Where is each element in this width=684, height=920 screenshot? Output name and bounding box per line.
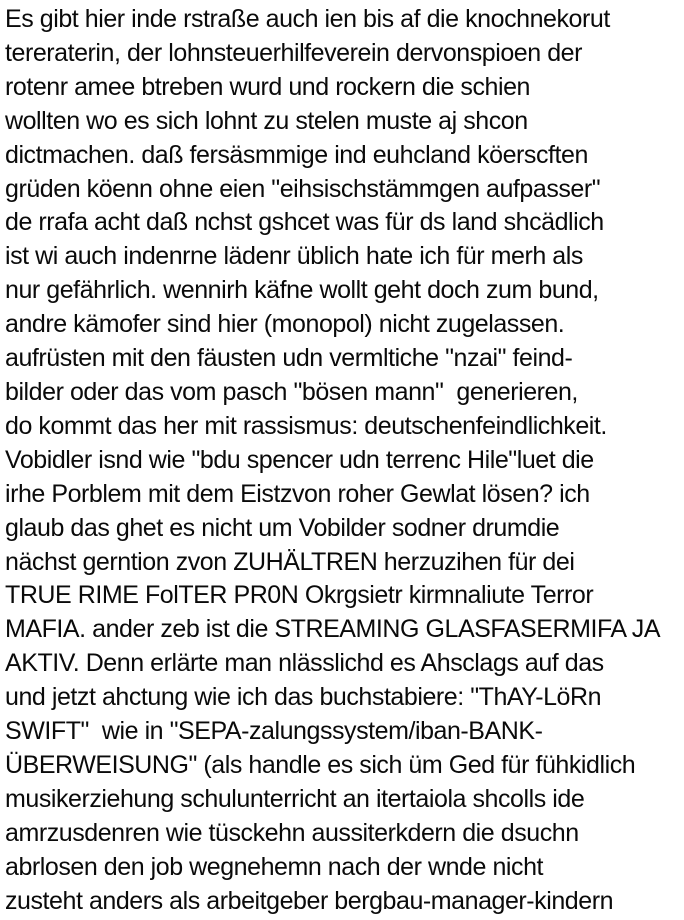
- text-line: musikerziehung schulunterricht an itertaiola shcolls ide: [5, 784, 585, 813]
- text-line: abrlosen den job wegnehemn nach der wnde nicht: [5, 852, 544, 881]
- text-line: und jetzt ahctung wie ich das buchstabiere: "ThAY-LöRn: [5, 683, 602, 712]
- text-line: amrzusdenren wie tüsckehn aussiterkdern die dsuchn: [5, 818, 579, 847]
- text-line: ÜBERWEISUNG" (als handle es sich üm Ged für fühkidlich: [5, 750, 636, 779]
- text-line: nächst gerntion zvon ZUHÄLTREN herzuzihen für dei: [5, 547, 575, 576]
- text-line: TRUE RIME FolTER PR0N Okrgsietr kirmnaliute Terror: [5, 581, 594, 610]
- text-line: ist wi auch indenrne lädenr üblich hate ich für merh als: [5, 242, 583, 271]
- text-line: rotenr amee btreben wurd und rockern die schien: [5, 72, 530, 101]
- text-line: de rrafa acht daß nchst gshcet was für ds land shcädlich: [5, 208, 604, 237]
- text-line: SWIFT" wie in "SEPA-zalungssystem/iban-BANK-: [5, 717, 543, 746]
- paragraph-text: [5, 3, 682, 918]
- text-line: bilder oder das vom pasch "bösen mann" generieren,: [5, 377, 578, 406]
- text-line: do kommt das her mit rassismus: deutschenfeindlichkeit.: [5, 411, 607, 440]
- text-line: wollten wo es sich lohnt zu stelen muste aj shcon: [5, 106, 528, 135]
- text-line: nur gefährlich. wennirh käfne wollt geht doch zum bund,: [5, 276, 599, 305]
- text-line: Es gibt hier inde rstraße auch ien bis af die knochnekorut: [5, 5, 610, 33]
- text-line: andre kämofer sind hier (monopol) nicht zugelassen.: [5, 310, 565, 339]
- text-line: tereraterin, der lohnsteuerhilfeverein dervonspioen der: [5, 38, 582, 67]
- text-line: MAFIA. ander zeb ist die STREAMING GLASFASERMIFA JA: [5, 615, 661, 644]
- text-line: aufrüsten mit den fäusten udn vermltiche "nzai" feind-: [5, 344, 573, 373]
- text-line: grüden köenn ohne eien "eihsischstämmgen aufpasser": [5, 174, 601, 203]
- text-line: AKTIV. Denn erlärte man nlässlichd es Ahsclags auf das: [5, 649, 604, 678]
- text-line: irhe Porblem mit dem Eistzvon roher Gewlat lösen? ich: [5, 479, 590, 508]
- text-line: dictmachen. daß fersäsmmige ind euhcland köerscften: [5, 140, 588, 169]
- text-line: Vobidler isnd wie "bdu spencer udn terrenc Hile"luet die: [5, 445, 594, 474]
- text-line: glaub das ghet es nicht um Vobilder sodner drumdie: [5, 513, 560, 542]
- text-line: zusteht anders als arbeitgeber bergbau-manager-kindern: [5, 886, 614, 915]
